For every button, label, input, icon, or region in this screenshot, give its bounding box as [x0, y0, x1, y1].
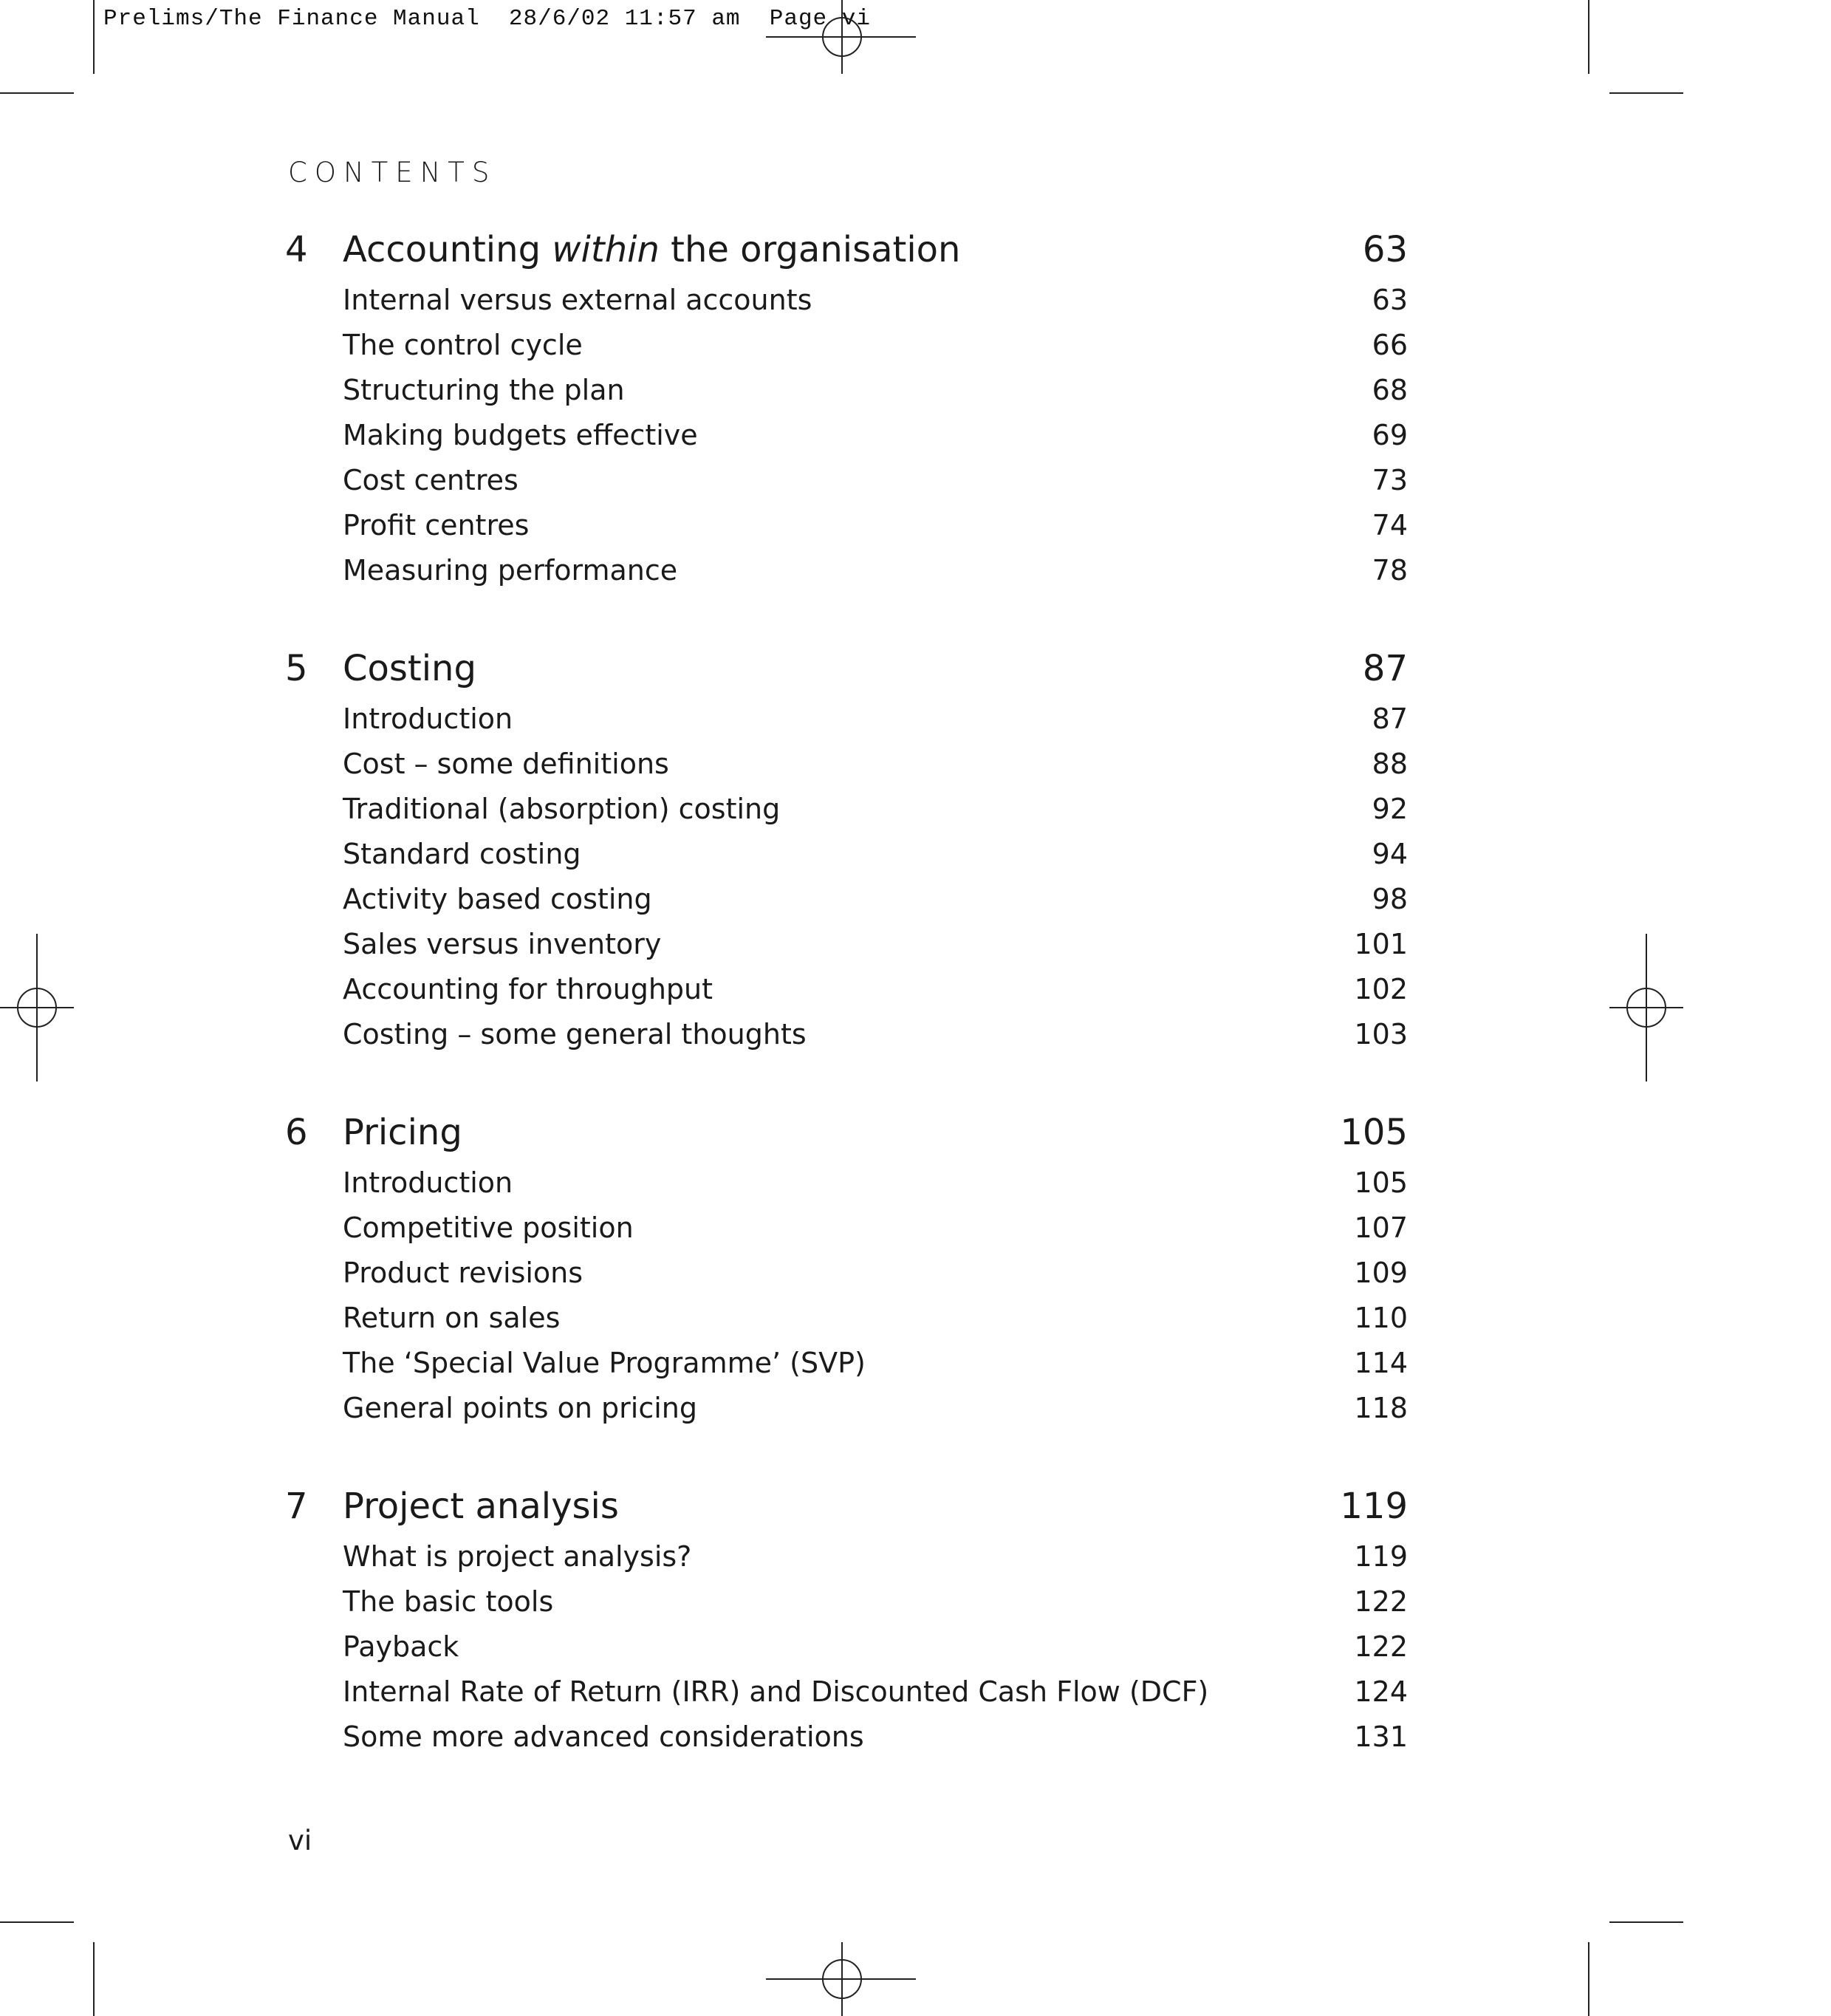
entry-title: Payback [343, 1630, 459, 1663]
entry-title: General points on pricing [343, 1392, 697, 1424]
entry-page-number: 88 [1372, 748, 1408, 780]
chapter-page-number: 87 [1362, 648, 1408, 689]
toc-entry[interactable] [285, 1342, 1408, 1387]
toc-entry[interactable] [285, 1297, 1408, 1342]
toc-entry[interactable] [285, 505, 1408, 550]
toc-entry[interactable] [285, 550, 1408, 595]
entry-page-number: 110 [1354, 1302, 1408, 1334]
entry-page-number: 66 [1372, 329, 1408, 361]
entry-title: Structuring the plan [343, 374, 625, 406]
chapter-entries [285, 698, 1408, 1059]
entry-page-number: 102 [1354, 973, 1408, 1005]
toc-entry[interactable] [285, 698, 1408, 743]
entry-page-number: 69 [1372, 419, 1408, 451]
entry-page-number: 131 [1354, 1721, 1408, 1753]
registration-mark-left [0, 934, 74, 1082]
entry-page-number: 119 [1354, 1540, 1408, 1573]
entry-title: Activity based costing [343, 883, 652, 915]
chapter-entries [285, 1162, 1408, 1432]
entry-title: Competitive position [343, 1212, 634, 1244]
entry-title: The basic tools [343, 1585, 554, 1618]
entry-page-number: 92 [1372, 793, 1408, 825]
entry-title: Introduction [343, 703, 513, 735]
toc-entry[interactable] [285, 1014, 1408, 1059]
chapter-heading[interactable] [285, 640, 1408, 692]
entry-title: Internal Rate of Return (IRR) and Discounted Cash Flow (DCF) [343, 1675, 1209, 1708]
entry-page-number: 101 [1354, 928, 1408, 960]
entry-page-number: 63 [1372, 284, 1408, 316]
chapter-7 [285, 1478, 1408, 1761]
chapter-heading[interactable] [285, 1478, 1408, 1530]
entry-title: Profit centres [343, 509, 530, 541]
entry-page-number: 109 [1354, 1257, 1408, 1289]
chapter-number: 6 [285, 1112, 308, 1153]
toc-entry[interactable] [285, 1536, 1408, 1581]
entry-page-number: 68 [1372, 374, 1408, 406]
printer-slug: Prelims/The Finance Manual 28/6/02 11:57 am Page vi [103, 6, 871, 32]
toc-entry[interactable] [285, 1626, 1408, 1671]
chapter-4 [285, 222, 1408, 595]
entry-title: Cost centres [343, 464, 519, 496]
chapter-title: Pricing [343, 1112, 462, 1153]
entry-page-number: 114 [1354, 1347, 1408, 1379]
registration-mark-top [766, 0, 916, 74]
toc-entry[interactable] [285, 1671, 1408, 1716]
entry-title: Making budgets effective [343, 419, 698, 451]
entry-title: The ‘Special Value Programme’ (SVP) [343, 1347, 866, 1379]
chapter-number: 7 [285, 1486, 308, 1527]
toc-entry[interactable] [285, 279, 1408, 324]
chapter-title-end: the organisation [659, 229, 961, 270]
toc-entry[interactable] [285, 369, 1408, 414]
entry-page-number: 94 [1372, 838, 1408, 870]
chapter-entries [285, 1536, 1408, 1761]
entry-title: Sales versus inventory [343, 928, 662, 960]
entry-title: Traditional (absorption) costing [343, 793, 781, 825]
toc-entry[interactable] [285, 1162, 1408, 1207]
chapter-page-number: 119 [1340, 1486, 1408, 1527]
toc-entry[interactable] [285, 788, 1408, 833]
entry-title: Return on sales [343, 1302, 561, 1334]
entry-page-number: 73 [1372, 464, 1408, 496]
entry-page-number: 124 [1354, 1675, 1408, 1708]
chapter-title-start: Accounting [343, 229, 552, 270]
entry-page-number: 122 [1354, 1585, 1408, 1618]
chapter-page-number: 63 [1362, 229, 1408, 270]
chapter-title-emphasis: within [552, 229, 660, 270]
chapter-6 [285, 1104, 1408, 1432]
toc-entry[interactable] [285, 1716, 1408, 1761]
toc-entry[interactable] [285, 1252, 1408, 1297]
page-folio: vi [288, 1825, 312, 1856]
entry-page-number: 105 [1354, 1166, 1408, 1199]
registration-mark-bottom [766, 1942, 916, 2016]
entry-page-number: 122 [1354, 1630, 1408, 1663]
entry-page-number: 107 [1354, 1212, 1408, 1244]
chapter-entries [285, 279, 1408, 595]
registration-mark-right [1609, 934, 1683, 1082]
chapter-number: 5 [285, 648, 308, 689]
toc-entry[interactable] [285, 1387, 1408, 1432]
entry-page-number: 87 [1372, 703, 1408, 735]
table-of-contents [285, 222, 1408, 1807]
entry-title: Internal versus external accounts [343, 284, 812, 316]
entry-title: Standard costing [343, 838, 581, 870]
toc-entry[interactable] [285, 923, 1408, 968]
entry-title: The control cycle [343, 329, 583, 361]
toc-entry[interactable] [285, 1207, 1408, 1252]
entry-page-number: 78 [1372, 554, 1408, 587]
toc-entry[interactable] [285, 459, 1408, 505]
chapter-5 [285, 640, 1408, 1059]
entry-title: Introduction [343, 1166, 513, 1199]
chapter-page-number: 105 [1340, 1112, 1408, 1153]
chapter-title [343, 229, 960, 270]
chapter-heading[interactable] [285, 222, 1408, 273]
chapter-title: Costing [343, 648, 476, 689]
entry-title: Product revisions [343, 1257, 583, 1289]
entry-page-number: 103 [1354, 1018, 1408, 1050]
entry-title: Measuring performance [343, 554, 678, 587]
chapter-number: 4 [285, 229, 308, 270]
entry-page-number: 118 [1354, 1392, 1408, 1424]
toc-entry[interactable] [285, 833, 1408, 878]
entry-page-number: 98 [1372, 883, 1408, 915]
toc-entry[interactable] [285, 324, 1408, 369]
entry-title: Some more advanced considerations [343, 1721, 864, 1753]
toc-entry[interactable] [285, 878, 1408, 923]
toc-entry[interactable] [285, 743, 1408, 788]
entry-title: Accounting for throughput [343, 973, 713, 1005]
entry-title: Cost – some definitions [343, 748, 669, 780]
entry-page-number: 74 [1372, 509, 1408, 541]
entry-title: Costing – some general thoughts [343, 1018, 807, 1050]
toc-entry[interactable] [285, 1581, 1408, 1626]
running-head: CONTENTS [288, 157, 497, 188]
toc-entry[interactable] [285, 968, 1408, 1014]
chapter-title: Project analysis [343, 1486, 619, 1527]
entry-title: What is project analysis? [343, 1540, 692, 1573]
chapter-heading[interactable] [285, 1104, 1408, 1156]
toc-entry[interactable] [285, 414, 1408, 459]
